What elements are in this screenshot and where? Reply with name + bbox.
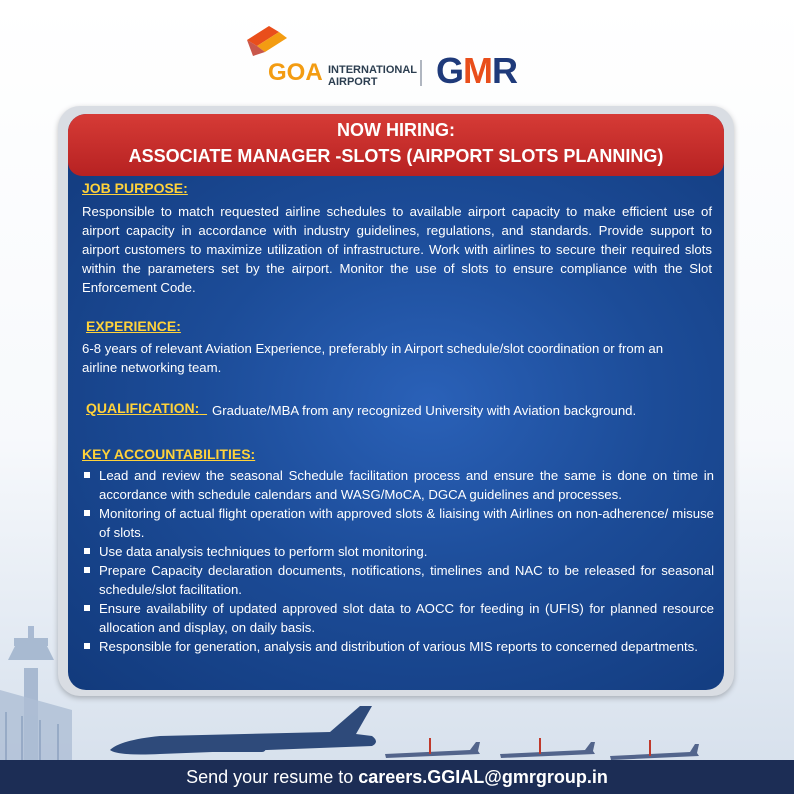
brand-line-1: INTERNATIONAL [328,64,418,76]
list-item [82,542,714,561]
list-item-text: Responsible for generation, analysis and distribution of various MIS reports to concerned departments. [99,639,698,654]
experience-heading: EXPERIENCE: [86,318,181,334]
list-item-text: Monitoring of actual flight operation with approved slots & liaising with Airlines on non-adherence/ misuse of slots. [99,506,714,540]
key-accountabilities-heading: KEY ACCOUNTABILITIES: [82,446,256,462]
qualification-text: Graduate/MBA from any recognized University with Aviation background. [212,403,637,418]
list-item [82,504,714,542]
brand-short: GOA [268,59,323,86]
banner-line-1: NOW HIRING: [337,120,455,140]
footer-cta [0,760,794,794]
hiring-banner [68,114,724,176]
logo-divider [420,60,422,86]
airplane-icon [110,706,376,755]
job-purpose-heading: JOB PURPOSE: [82,180,188,196]
experience-text: 6-8 years of relevant Aviation Experience, preferably in Airport schedule/slot coordination or from an airline networking team. [82,341,664,375]
gmr-letter-g: G [436,50,464,91]
distant-planes-icon [385,742,699,760]
qualification-heading-label: QUALIFICATION: [86,400,200,416]
gmr-logo [436,52,517,90]
gmr-letter-m: M [463,50,493,91]
bullet-square-icon [84,472,90,478]
job-title: ASSOCIATE MANAGER -SLOTS (AIRPORT SLOTS PLANNING) [128,146,664,166]
list-item [82,466,714,504]
bullet-square-icon [84,567,90,573]
header [0,0,794,100]
list-item-text: Ensure availability of updated approved slot data to AOCC for feeding in (UFIS) for planned resource allocation and display, on daily basis. [99,601,714,635]
list-item-text: Use data analysis techniques to perform slot monitoring. [99,544,428,559]
job-purpose-text: Responsible to match requested airline schedules to available airport capacity to make efficient use of airport capacity in accordance with industry guidelines, regulations, and standards. Provide support to airport customers to maximize utilization of infrastructure. Work with airlines to secure their required slots within the parameters set by the airport. Monitor the use of slots to ensure compliance with the Slot Enforcement Code. [82,204,712,295]
goa-airport-logo-icon [243,22,291,62]
footer-prefix: Send your resume to [186,767,359,787]
gmr-letter-r: R [492,50,518,91]
resume-email-link[interactable]: careers.GGIAL@gmrgroup.in [358,767,608,787]
list-item [82,561,714,599]
bullet-square-icon [84,510,90,516]
brand-line-2: AIRPORT [328,76,378,88]
brand-subtitle [328,64,417,88]
bullet-square-icon [84,548,90,554]
list-item-text: Prepare Capacity declaration documents, notifications, timelines and NAC to be released for seasonal schedule/slot facilitation. [99,563,714,597]
qualification-heading [86,400,207,416]
list-item-text: Lead and review the seasonal Schedule facilitation process and ensure the same is done on time in accordance with schedule calendars and WASG/MoCA, DGCA guidelines and processes. [99,468,714,502]
bullet-square-icon [84,605,90,611]
